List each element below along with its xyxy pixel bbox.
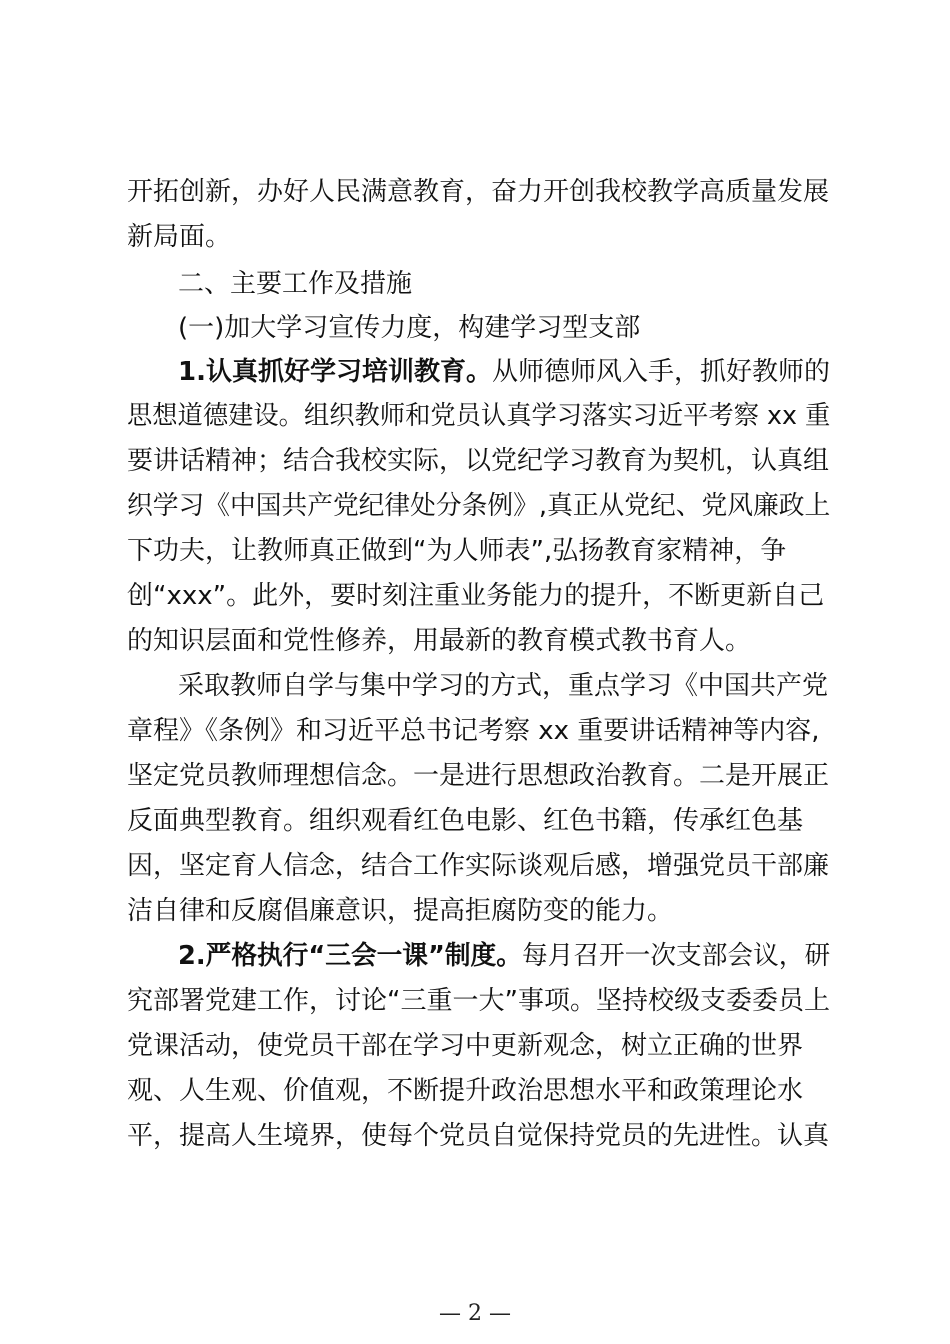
body-text: 采取教师自学与集中学习的方式，重点学习《中国共产党 (178, 671, 829, 701)
body-text: (一)加大学习宣传力度，构建学习型支部 (178, 313, 641, 343)
text-line (178, 670, 828, 702)
body-text: 因，坚定育人信念，结合工作实际谈观后感，增强党员干部廉 (127, 851, 830, 881)
body-text: 二、主要工作及措施 (178, 269, 413, 299)
text-line (127, 400, 830, 432)
text-line (127, 850, 829, 882)
body-text: 平，提高人生境界，使每个党员自觉保持党员的先进性。认真 (127, 1121, 830, 1151)
text-line (127, 715, 820, 747)
page-number: — 2 — (439, 1301, 511, 1326)
text-line (178, 356, 830, 388)
text-line (178, 268, 412, 300)
text-line (127, 895, 673, 927)
text-line (127, 1030, 803, 1062)
body-text: 开拓创新，办好人民满意教育，奋力开创我校教学高质量发展 (127, 177, 830, 207)
text-line (127, 1120, 829, 1152)
body-text: 反面典型教育。组织观看红色电影、红色书籍，传承红色基 (127, 806, 804, 836)
body-text: 每月召开一次支部会议，研 (521, 941, 831, 971)
text-line (127, 535, 786, 567)
body-text: 思想道德建设。组织教师和党员认真学习落实习近平考察 xx 重 (127, 401, 831, 431)
body-text: 要讲话精神；结合我校实际，以党纪学习教育为契机，认真组 (127, 446, 830, 476)
text-line (127, 625, 751, 657)
body-text: 洁自律和反腐倡廉意识，提高拒腐防变的能力。 (127, 896, 674, 926)
body-text: 的知识层面和党性修养，用最新的教育模式教书育人。 (127, 626, 752, 656)
text-line (127, 1075, 803, 1107)
body-text: 章程》《条例》和习近平总书记考察 xx 重要讲话精神等内容, (127, 716, 820, 746)
text-line (127, 805, 803, 837)
text-line (127, 580, 824, 612)
body-text: 究部署党建工作，讨论“三重一大”事项。坚持校级支委委员上 (127, 986, 830, 1016)
body-text: 从师德师风入手，抓好教师的 (491, 357, 830, 387)
heading-text: 2.严格执行“三会一课”制度。 (178, 941, 522, 971)
text-line (127, 760, 829, 792)
text-line (178, 940, 830, 972)
heading-text: 1.认真抓好学习培训教育。 (178, 357, 492, 387)
text-line (127, 490, 830, 522)
body-text: 下功夫，让教师真正做到“为人师表”,弘扬教育家精神，争 (127, 536, 787, 566)
body-text: 新局面。 (127, 222, 232, 252)
text-line (127, 221, 231, 253)
text-line (178, 312, 640, 344)
body-text: 创“xxx”。此外，要时刻注重业务能力的提升，不断更新自己 (127, 581, 825, 611)
text-line (127, 445, 829, 477)
body-text: 观、人生观、价值观，不断提升政治思想水平和政策理论水 (127, 1076, 804, 1106)
body-text: 坚定党员教师理想信念。一是进行思想政治教育。二是开展正 (127, 761, 830, 791)
text-line (127, 176, 829, 208)
body-text: 党课活动，使党员干部在学习中更新观念，树立正确的世界 (127, 1031, 804, 1061)
text-line (127, 985, 830, 1017)
body-text: 织学习《中国共产党纪律处分条例》,真正从党纪、党风廉政上 (127, 491, 831, 521)
